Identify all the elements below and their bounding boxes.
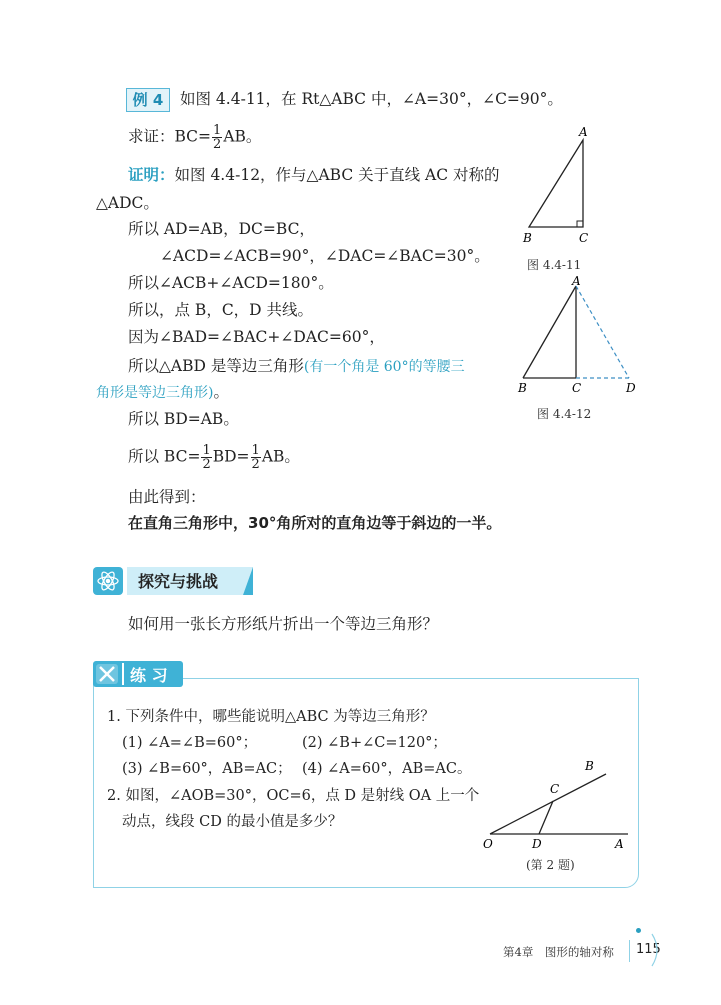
- l10-mid: BD=: [212, 447, 250, 466]
- proof-line-2: △ADC。: [96, 194, 159, 212]
- prove-num: 1: [213, 123, 222, 138]
- prove-prefix: 求证：BC=: [128, 127, 212, 146]
- proof-line-11: 由此得到：: [128, 488, 206, 506]
- l10-frac-1-num: 1: [202, 443, 211, 458]
- proof-line-8-main: 所以△ABD 是等边三角形: [128, 357, 304, 375]
- prove-suffix: AB。: [223, 127, 262, 146]
- practice-q1: 1. 下列条件中，哪些能说明△ABC 为等边三角形？: [107, 709, 435, 725]
- practice-title: 练 习: [130, 666, 168, 685]
- l10-frac-1: [201, 444, 211, 471]
- proof-line-3: 所以 AD=AB，DC=BC，: [128, 220, 315, 238]
- fig2-label-d: D: [626, 381, 636, 395]
- q2-label-c: C: [550, 782, 560, 796]
- figure-4-4-11: [515, 125, 600, 250]
- explore-question: 如何用一张长方形纸片折出一个等边三角形？: [128, 615, 439, 633]
- explore-title: 探究与挑战: [138, 572, 219, 591]
- fig1-label-a: A: [579, 125, 588, 139]
- fig2-caption: 图 4.4-12: [537, 407, 592, 421]
- practice-q2-line1: 2. 如图，∠AOB=30°，OC=6，点 D 是射线 OA 上一个: [107, 788, 480, 804]
- proof-line-1: [128, 164, 500, 186]
- q2-label-o: O: [483, 837, 493, 851]
- fig2-label-a: A: [572, 274, 581, 288]
- q2-caption: (第 2 题): [526, 858, 575, 872]
- figure-q2: [478, 756, 633, 854]
- proof-line-7: 因为∠BAD=∠BAC+∠DAC=60°，: [128, 328, 385, 346]
- segment-cd: [539, 801, 553, 834]
- l10-frac-2-num: 1: [251, 443, 260, 458]
- proof-line-9: 所以 BD=AB。: [128, 410, 239, 428]
- prove-line: [128, 124, 261, 151]
- proof-label: 证明：: [128, 166, 175, 184]
- practice-q1-opt1: (1) ∠A=∠B=60°；: [122, 735, 258, 751]
- practice-tab-divider: [122, 663, 124, 685]
- fig1-label-b: B: [523, 231, 532, 245]
- proof-line-8: [128, 355, 465, 378]
- proof-line-5: 所以∠ACB+∠ACD=180°。: [128, 274, 334, 292]
- l10-suffix: AB。: [261, 447, 300, 466]
- fig2-label-c: C: [572, 381, 582, 395]
- proof-line-8-end: 。: [213, 383, 229, 401]
- q2-label-b: B: [585, 759, 594, 773]
- proof-note-2: 角形是等边三角形): [96, 385, 214, 401]
- prove-den: 2: [213, 137, 222, 152]
- segment-ab: [523, 286, 576, 378]
- fig2-label-b: B: [518, 381, 527, 395]
- practice-q2-line2: 动点，线段 CD 的最小值是多少？: [122, 814, 343, 830]
- page-number: 115: [636, 942, 661, 957]
- example-statement: 如图 4.4-11，在 Rt△ABC 中，∠A=30°，∠C=90°。: [180, 90, 563, 108]
- proof-line-4: ∠ACD=∠ACB=90°，∠DAC=∠BAC=30°。: [160, 247, 490, 265]
- right-angle-mark: [577, 221, 583, 227]
- proof-line-8b: [96, 381, 229, 404]
- conclusion: 在直角三角形中，30°角所对的直角边等于斜边的一半。: [128, 514, 502, 532]
- footer-dot: [636, 928, 641, 933]
- l10-frac-2: [251, 444, 261, 471]
- proof-text-1: 如图 4.4-12，作与△ABC 关于直线 AC 对称的: [174, 166, 500, 184]
- l10-frac-1-den: 2: [202, 457, 211, 472]
- l10-prefix: 所以 BC=: [128, 447, 201, 466]
- prove-fraction: [212, 124, 222, 151]
- ray-ob: [490, 774, 606, 834]
- footer-divider: [629, 940, 630, 962]
- segment-ad-dashed: [576, 286, 629, 378]
- footer-chapter: 第4章 图形的轴对称: [503, 945, 614, 959]
- q2-label-d: D: [532, 837, 542, 851]
- triangle-abc: [529, 140, 583, 227]
- pencil-ruler-icon: [93, 661, 121, 687]
- example-badge: 例 4: [126, 88, 170, 112]
- practice-q1-opt4: (4) ∠A=60°，AB=AC。: [302, 761, 472, 777]
- practice-q1-opt2: (2) ∠B+∠C=120°；: [302, 735, 447, 751]
- figure-4-4-12: [510, 274, 645, 399]
- footer-bracket: [650, 932, 664, 968]
- l10-frac-2-den: 2: [251, 457, 260, 472]
- practice-q1-opt3: (3) ∠B=60°，AB=AC；: [122, 761, 292, 777]
- proof-note-1: (有一个角是 60°的等腰三: [303, 359, 465, 375]
- fig1-caption: 图 4.4-11: [527, 258, 582, 272]
- proof-line-6: 所以，点 B，C，D 共线。: [128, 301, 314, 319]
- q2-label-a: A: [615, 837, 624, 851]
- proof-line-10: [128, 444, 300, 471]
- fig1-label-c: C: [579, 231, 589, 245]
